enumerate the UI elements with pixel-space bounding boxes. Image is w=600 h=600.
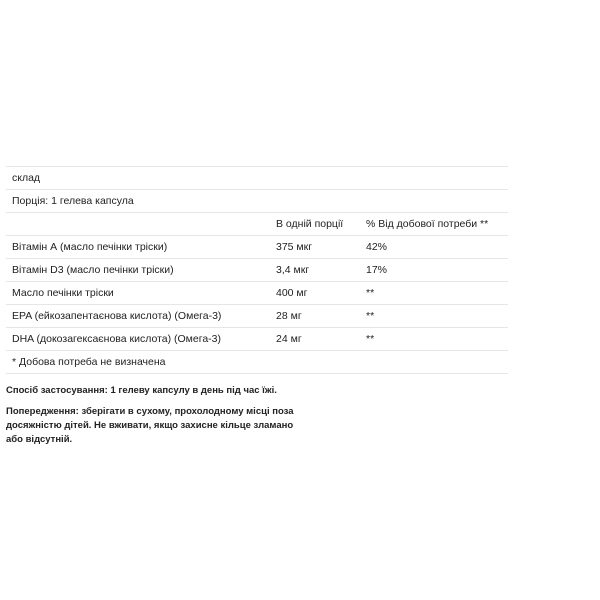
ingredient-name: Вітамін D3 (масло печінки тріски) (6, 259, 270, 282)
ingredient-amount: 28 мг (270, 305, 360, 328)
header-daily-value: % Від добової потреби ** (360, 213, 508, 236)
ingredient-daily-value: ** (360, 305, 508, 328)
ingredient-daily-value: 42% (360, 236, 508, 259)
footnote-row (6, 351, 508, 374)
header-per-serving: В одній порції (270, 213, 360, 236)
table-row (6, 259, 508, 282)
table-header-row (6, 213, 508, 236)
table-footnote: * Добова потреба не визначена (6, 351, 508, 374)
ingredient-name: Масло печінки тріски (6, 282, 270, 305)
header-empty-cell (6, 213, 270, 236)
usage-note: Спосіб застосування: 1 гелеву капсулу в день під час їжі. (6, 385, 277, 396)
serving-row (6, 190, 508, 213)
table-title-row (6, 167, 508, 190)
serving-size: Порція: 1 гелева капсула (6, 190, 508, 213)
ingredient-name: DHA (докозагексаєнова кислота) (Омега-3) (6, 328, 270, 351)
ingredient-amount: 400 мг (270, 282, 360, 305)
ingredient-daily-value: 17% (360, 259, 508, 282)
ingredient-amount: 3,4 мкг (270, 259, 360, 282)
table-row (6, 282, 508, 305)
table-row (6, 305, 508, 328)
ingredient-amount: 24 мг (270, 328, 360, 351)
ingredient-daily-value: ** (360, 328, 508, 351)
ingredient-name: EPA (ейкозапентаєнова кислота) (Омега-3) (6, 305, 270, 328)
warning-note: Попередження: зберігати в сухому, прохолодному місці поза досяжністю дітей. Не вживати, якщо захисне кільце зламано або відсутній. (6, 406, 294, 445)
table-title: склад (6, 167, 508, 190)
table-row (6, 328, 508, 351)
supplement-facts-table (6, 166, 508, 374)
table-row (6, 236, 508, 259)
ingredient-amount: 375 мкг (270, 236, 360, 259)
ingredient-daily-value: ** (360, 282, 508, 305)
ingredient-name: Вітамін А (масло печінки тріски) (6, 236, 270, 259)
